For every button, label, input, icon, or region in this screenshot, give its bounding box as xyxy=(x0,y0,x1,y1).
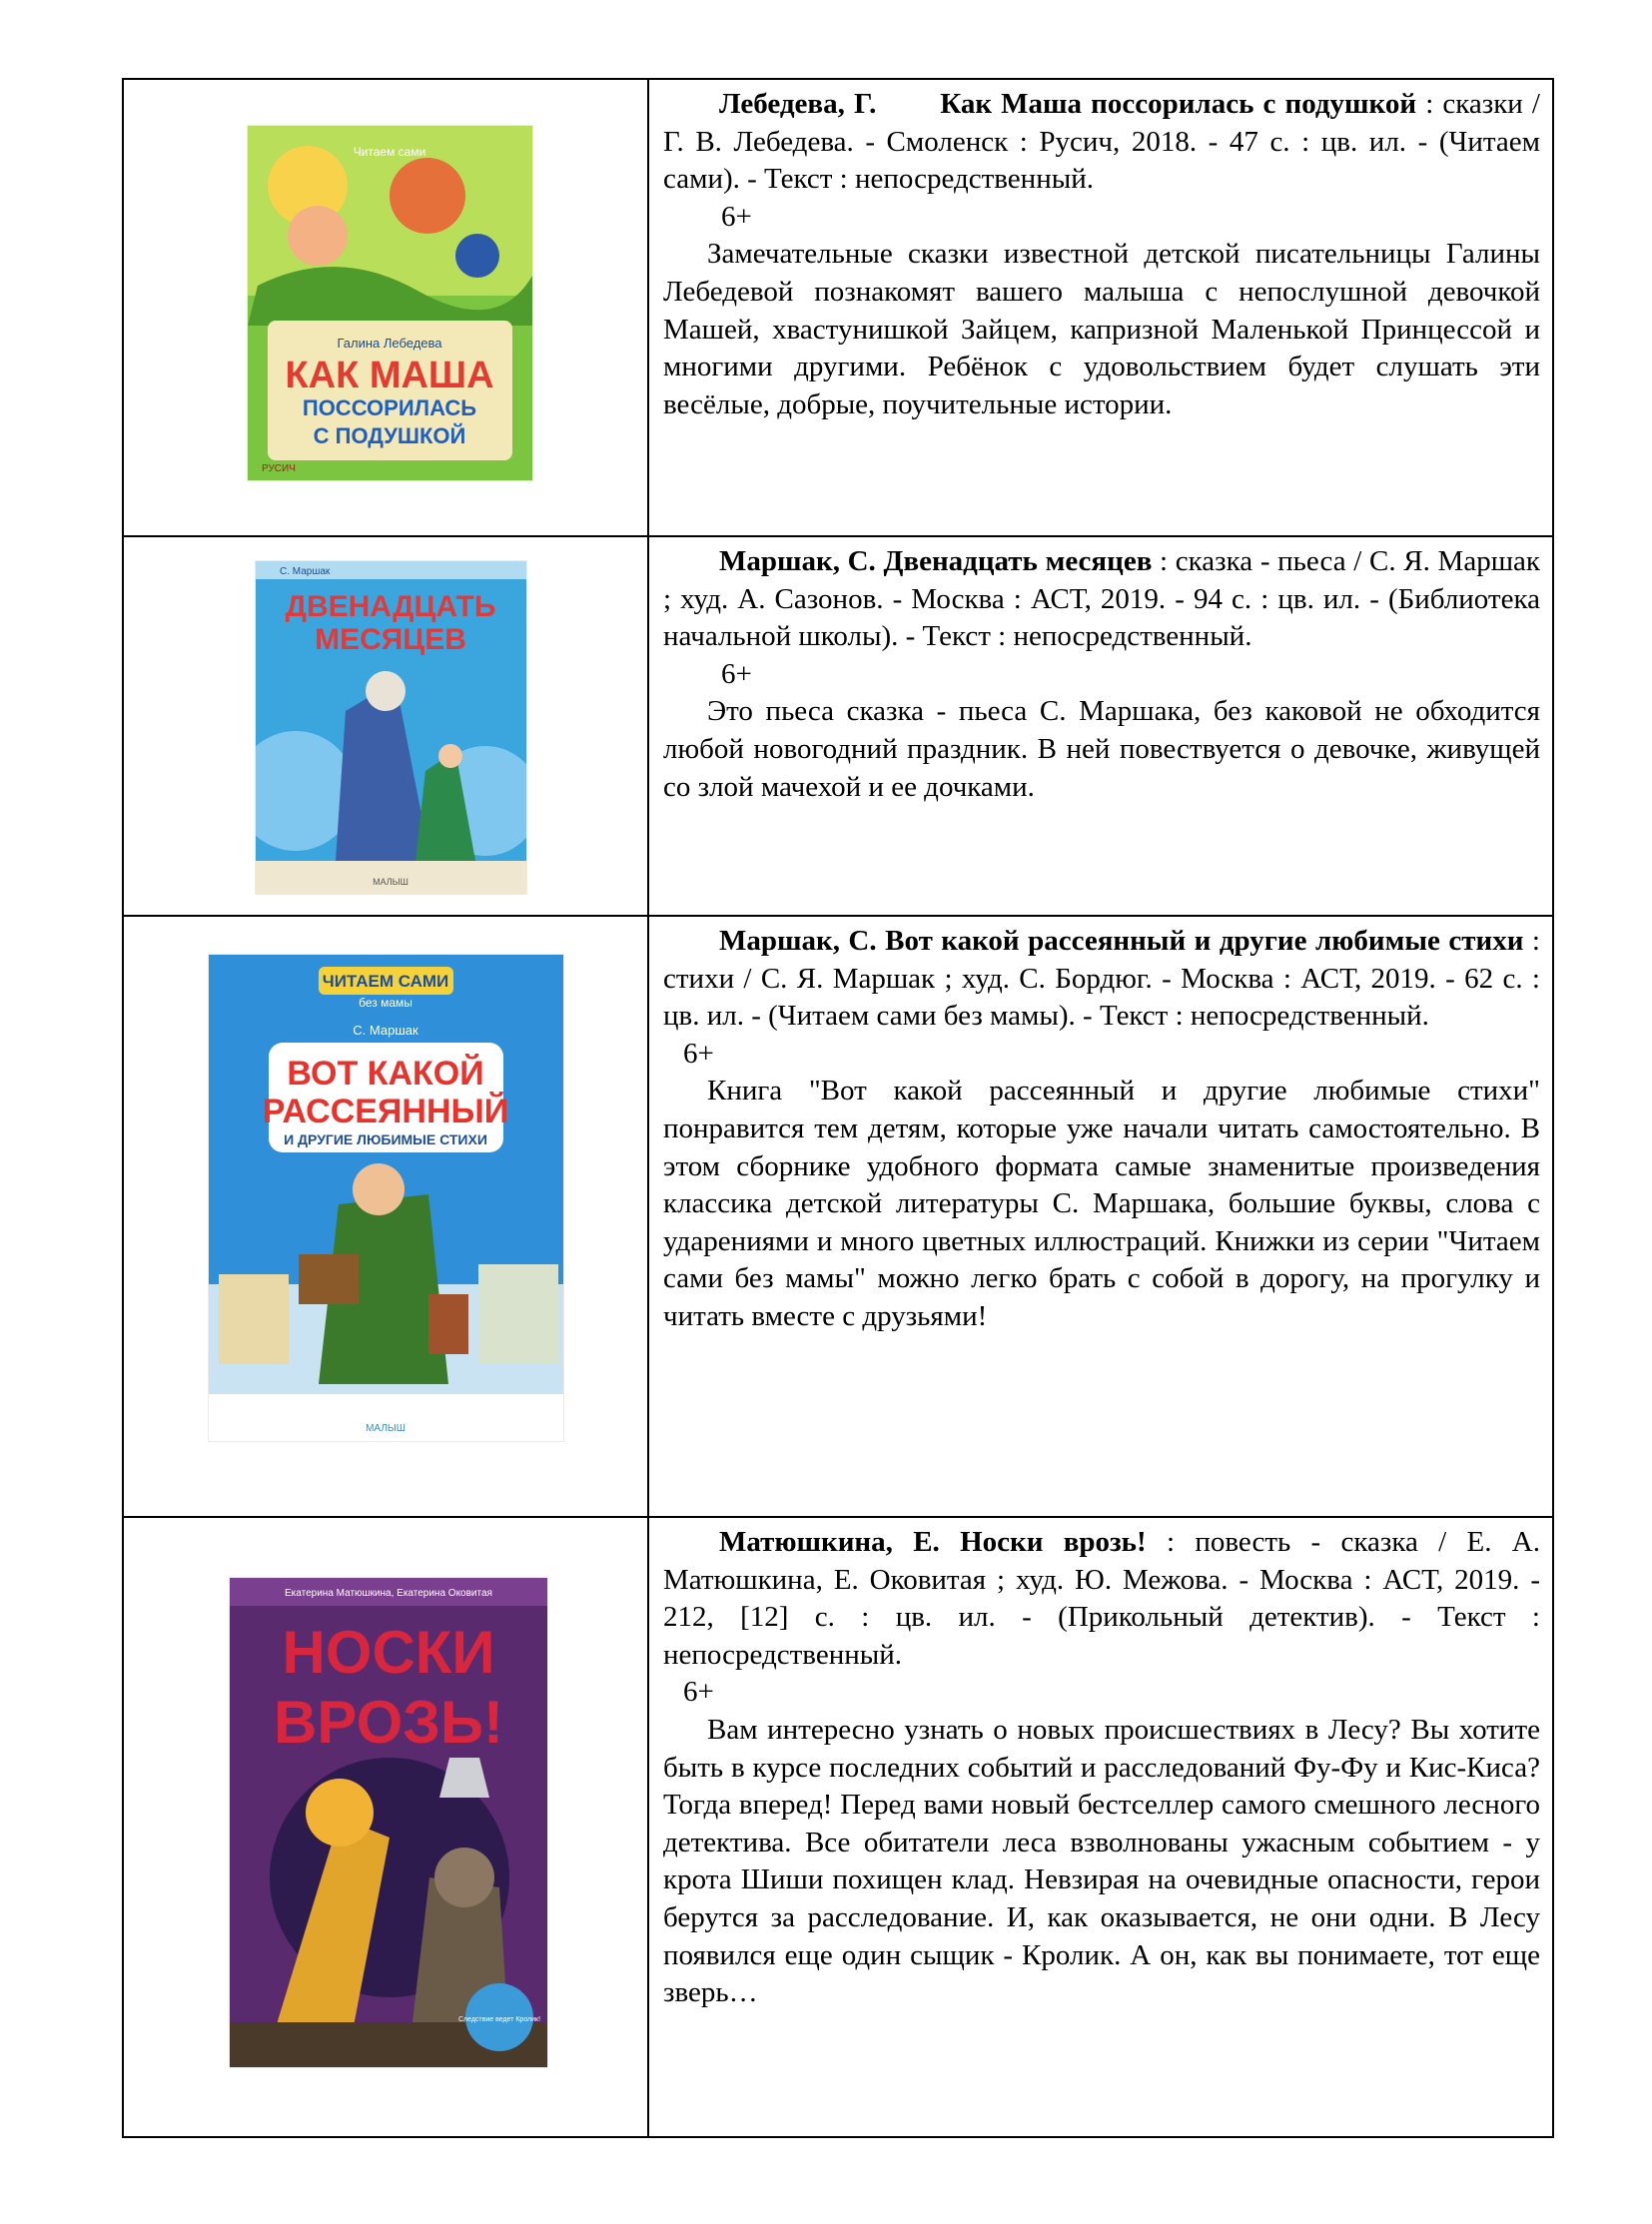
table-row xyxy=(123,79,1553,536)
book-author: Лебедева, Г. xyxy=(719,88,877,120)
book-title: Как Маша поссорилась с подушкой xyxy=(940,88,1417,120)
cover-author-text: С. Маршак xyxy=(280,566,331,577)
cover-title-line1: КАК МАША xyxy=(285,355,494,396)
cover-author-text: С. Маршак xyxy=(353,1023,418,1038)
cover-publisher-text: МАЛЫШ xyxy=(366,1423,406,1434)
age-rating: 6+ xyxy=(721,200,752,233)
cover-title-line2: ПОССОРИЛАСЬ xyxy=(302,395,477,420)
description-cell xyxy=(648,916,1553,1517)
book-details: : повесть - сказка / Е. А. Матюшкина, Е. Оковитая ; худ. Ю. Межова. - Москва : АСТ, 2019. - 212, [12] с. : цв. ил. - (Прикольный детектив). - Текст : непосредственный. xyxy=(663,1526,1540,1671)
cover-badge-text: Следствие ведет Кролик! xyxy=(457,2016,541,2023)
cover-title-line2: РАССЕЯННЫЙ xyxy=(262,1093,509,1130)
cover-title-line2: ВРОЗЬ! xyxy=(274,1689,503,1756)
bibliographic-entry xyxy=(663,1524,1540,1674)
cover-title-line3: С ПОДУШКОЙ xyxy=(313,423,466,448)
cover-cell xyxy=(123,79,648,536)
description-cell xyxy=(648,79,1553,536)
age-rating: 6+ xyxy=(683,1676,714,1709)
book-cover-image xyxy=(230,1578,547,2067)
book-author: Маршак, С xyxy=(719,925,870,957)
description-cell xyxy=(648,536,1553,916)
book-details: : сказка - пьеса / С. Я. Маршак ; худ. А. Сазонов. - Москва : АСТ, 2019. - 94 с. : цв. ил. - (Библиотека начальной школы). - Текст : непосредственный. xyxy=(663,545,1540,653)
cover-publisher-text: РУСИЧ xyxy=(262,463,296,474)
cover-cell xyxy=(123,916,648,1517)
cover-title-line1: НОСКИ xyxy=(282,1619,495,1686)
bibliographic-entry xyxy=(663,923,1540,1036)
book-annotation: Вам интересно узнать о новых происшествиях в Лесу? Вы хотите быть в курсе последних событий и расследований Фу-Фу и Кис-Киса? Тогда вперед! Перед вами новый бестселлер самого смешного лесного детектива. Все обитатели леса взволнованы ужасным событием - у крота Шиши похищен клад. Невзирая на очевидные опасности, герои берутся за расследование. И, как оказывается, не они одни. В Лесу появился еще один сыщик - Кролик. А он, как вы понимаете, тот еще зверь… xyxy=(663,1713,1540,2009)
book-annotation: Это пьеса сказка - пьеса С. Маршака, без каковой не обходится любой новогодний праздник. В ней повествуется о девочке, живущей со злой мачехой и ее дочками. xyxy=(663,695,1540,803)
book-details: : стихи / С. Я. Маршак ; худ. С. Бордюг. - Москва : АСТ, 2019. - 62 с. : цв. ил. - (Читаем сами без мамы). - Текст : непосредственный. xyxy=(663,925,1540,1033)
bibliographic-entry xyxy=(663,86,1540,199)
book-cover-image xyxy=(256,561,526,894)
cover-series-text: ЧИТАЕМ САМИ xyxy=(322,972,449,991)
cover-title-line3: И ДРУГИЕ ЛЮБИМЫЕ СТИХИ xyxy=(284,1131,487,1147)
book-details: : сказки / Г. В. Лебедева. - Смоленск : Русич, 2018. - 47 с. : цв. ил. - (Читаем сами). - Текст : непосредственный. xyxy=(663,88,1540,196)
cover-title-line2: МЕСЯЦЕВ xyxy=(315,623,466,656)
cover-author-text: Галина Лебедева xyxy=(337,336,442,351)
cover-series-sub: без мамы xyxy=(359,996,413,1010)
book-annotation: Замечательные сказки известной детской писательницы Галины Лебедевой познакомят вашего малыша с непослушной девочкой Машей, хвастунишкой Зайцем, капризной Маленькой Принцессой и многими другими. Ребёнок с удовольствием будет слушать эти весёлые, добрые, поучительные истории. xyxy=(663,238,1540,420)
age-rating: 6+ xyxy=(721,657,752,690)
cover-title-line1: ДВЕНАДЦАТЬ xyxy=(285,590,496,623)
age-rating: 6+ xyxy=(683,1037,714,1070)
cover-title-line1: ВОТ КАКОЙ xyxy=(287,1055,484,1093)
table-row xyxy=(123,916,1553,1517)
cover-series-text: Читаем сами xyxy=(353,145,426,159)
table-row xyxy=(123,1517,1553,2137)
catalog-table xyxy=(122,78,1554,2138)
cover-cell xyxy=(123,536,648,916)
book-author: Маршак, С. Двенадцать месяцев xyxy=(719,545,1153,577)
cover-publisher-text: МАЛЫШ xyxy=(373,877,409,887)
book-cover-image xyxy=(248,126,532,480)
table-row xyxy=(123,536,1553,916)
book-annotation: Книга "Вот какой рассеянный и другие любимые стихи" понравится тем детям, которые уже начали читать самостоятельно. В этом сборнике удобного формата самые знаменитые произведения классика детской литературы С. Маршака, большие буквы, слова с ударениями и много цветных иллюстраций. Книжки из серии "Читаем сами без мамы" можно легко брать с собой в дорогу, на прогулку и читать вместе с друзьями! xyxy=(663,1075,1540,1332)
bibliographic-entry xyxy=(663,543,1540,656)
description-cell xyxy=(648,1517,1553,2137)
cover-authors-text: Екатерина Матюшкина, Екатерина Оковитая xyxy=(285,1588,492,1599)
book-author: Матюшкина, Е. Носки врозь! xyxy=(719,1526,1147,1558)
book-cover-image xyxy=(209,955,563,1441)
book-title: . Вот какой рассеянный и другие любимые стихи xyxy=(869,925,1524,957)
cover-cell xyxy=(123,1517,648,2137)
